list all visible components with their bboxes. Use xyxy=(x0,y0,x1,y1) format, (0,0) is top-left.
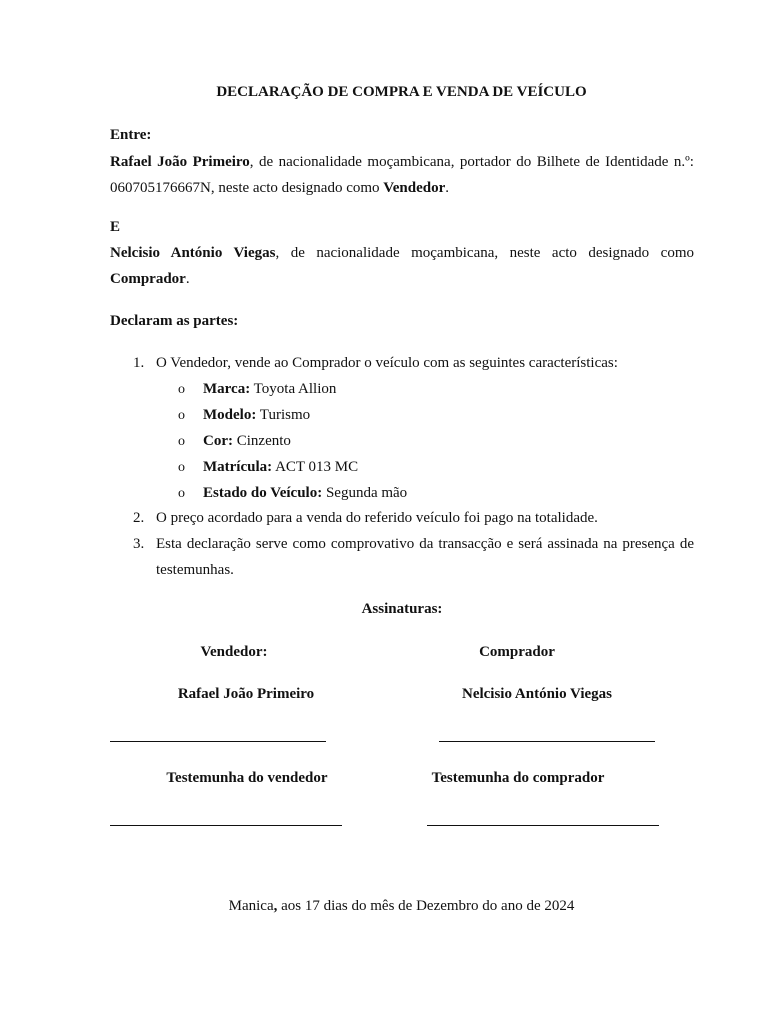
clause-text: Esta declaração serve como comprovativo da transacção e será assinada na presença de testemunhas. xyxy=(156,536,694,578)
vehicle-item-condition xyxy=(178,480,407,507)
vehicle-value: Segunda mão xyxy=(322,485,408,501)
vehicle-item-brand xyxy=(178,376,336,403)
seller-witness-label: Testemunha do vendedor xyxy=(166,770,328,786)
buyer-signature-line xyxy=(439,741,655,742)
vehicle-item-plate xyxy=(178,454,358,481)
seller-text: , de nacionalidade moçambicana, portador do Bilhete de Identidade n.º: 060705176667N, neste acto designado como xyxy=(110,154,694,196)
vehicle-value: ACT 013 MC xyxy=(272,459,359,475)
clause-item xyxy=(133,531,694,583)
vehicle-item-color xyxy=(178,428,291,455)
place-comma: , xyxy=(273,898,278,914)
seller-name: Rafael João Primeiro xyxy=(110,154,250,170)
clause-item xyxy=(133,350,694,376)
seller-end: . xyxy=(445,180,449,196)
e-label: E xyxy=(110,219,121,235)
vehicle-label: Marca: xyxy=(203,381,251,397)
date-text: aos 17 dias do mês de Dezembro do ano de 2024 xyxy=(277,898,575,914)
vehicle-item-model xyxy=(178,402,310,429)
vehicle-label: Matrícula: xyxy=(203,459,273,475)
buyer-end: . xyxy=(185,271,190,287)
clause-number: 3. xyxy=(133,536,145,552)
clause-number: 1. xyxy=(133,355,145,371)
seller-signature-name: Rafael João Primeiro xyxy=(177,686,315,702)
place: Manica xyxy=(228,898,274,914)
bullet-marker: o xyxy=(178,408,185,423)
entre-label: Entre: xyxy=(110,127,152,143)
vehicle-label: Cor: xyxy=(203,433,233,449)
vehicle-value: Turismo xyxy=(256,407,311,423)
declaram-label: Declaram as partes: xyxy=(110,313,239,329)
buyer-witness-line xyxy=(427,825,659,826)
buyer-paragraph xyxy=(110,240,694,292)
seller-role: Vendedor xyxy=(383,180,446,196)
vehicle-value: Cinzento xyxy=(233,433,291,449)
bullet-marker: o xyxy=(178,486,185,501)
bullet-marker: o xyxy=(178,460,185,475)
signatures-heading: Assinaturas: xyxy=(361,601,443,617)
seller-witness-line xyxy=(110,825,342,826)
bullet-marker: o xyxy=(178,382,185,397)
buyer-role: Comprador xyxy=(110,271,186,287)
document-title: DECLARAÇÃO DE COMPRA E VENDA DE VEÍCULO xyxy=(216,84,587,100)
buyer-witness-label: Testemunha do comprador xyxy=(431,770,605,786)
clause-text: O Vendedor, vende ao Comprador o veículo com as seguintes características: xyxy=(156,355,618,371)
vehicle-label: Modelo: xyxy=(203,407,257,423)
seller-paragraph xyxy=(110,149,694,201)
buyer-signature-label: Comprador xyxy=(479,644,555,660)
clause-number: 2. xyxy=(133,510,145,526)
buyer-signature-name: Nelcisio António Viegas xyxy=(461,686,612,702)
buyer-text: , de nacionalidade moçambicana, neste acto designado como xyxy=(275,245,694,261)
clause-item xyxy=(133,505,694,531)
vehicle-value: Toyota Allion xyxy=(250,381,337,397)
seller-signature-line xyxy=(110,741,326,742)
place-date xyxy=(0,898,768,915)
clause-text: O preço acordado para a venda do referido veículo foi pago na totalidade. xyxy=(156,510,598,526)
bullet-marker: o xyxy=(178,434,185,449)
vehicle-label: Estado do Veículo: xyxy=(203,485,323,501)
seller-signature-label: Vendedor: xyxy=(200,644,268,660)
buyer-name: Nelcisio António Viegas xyxy=(110,245,276,261)
